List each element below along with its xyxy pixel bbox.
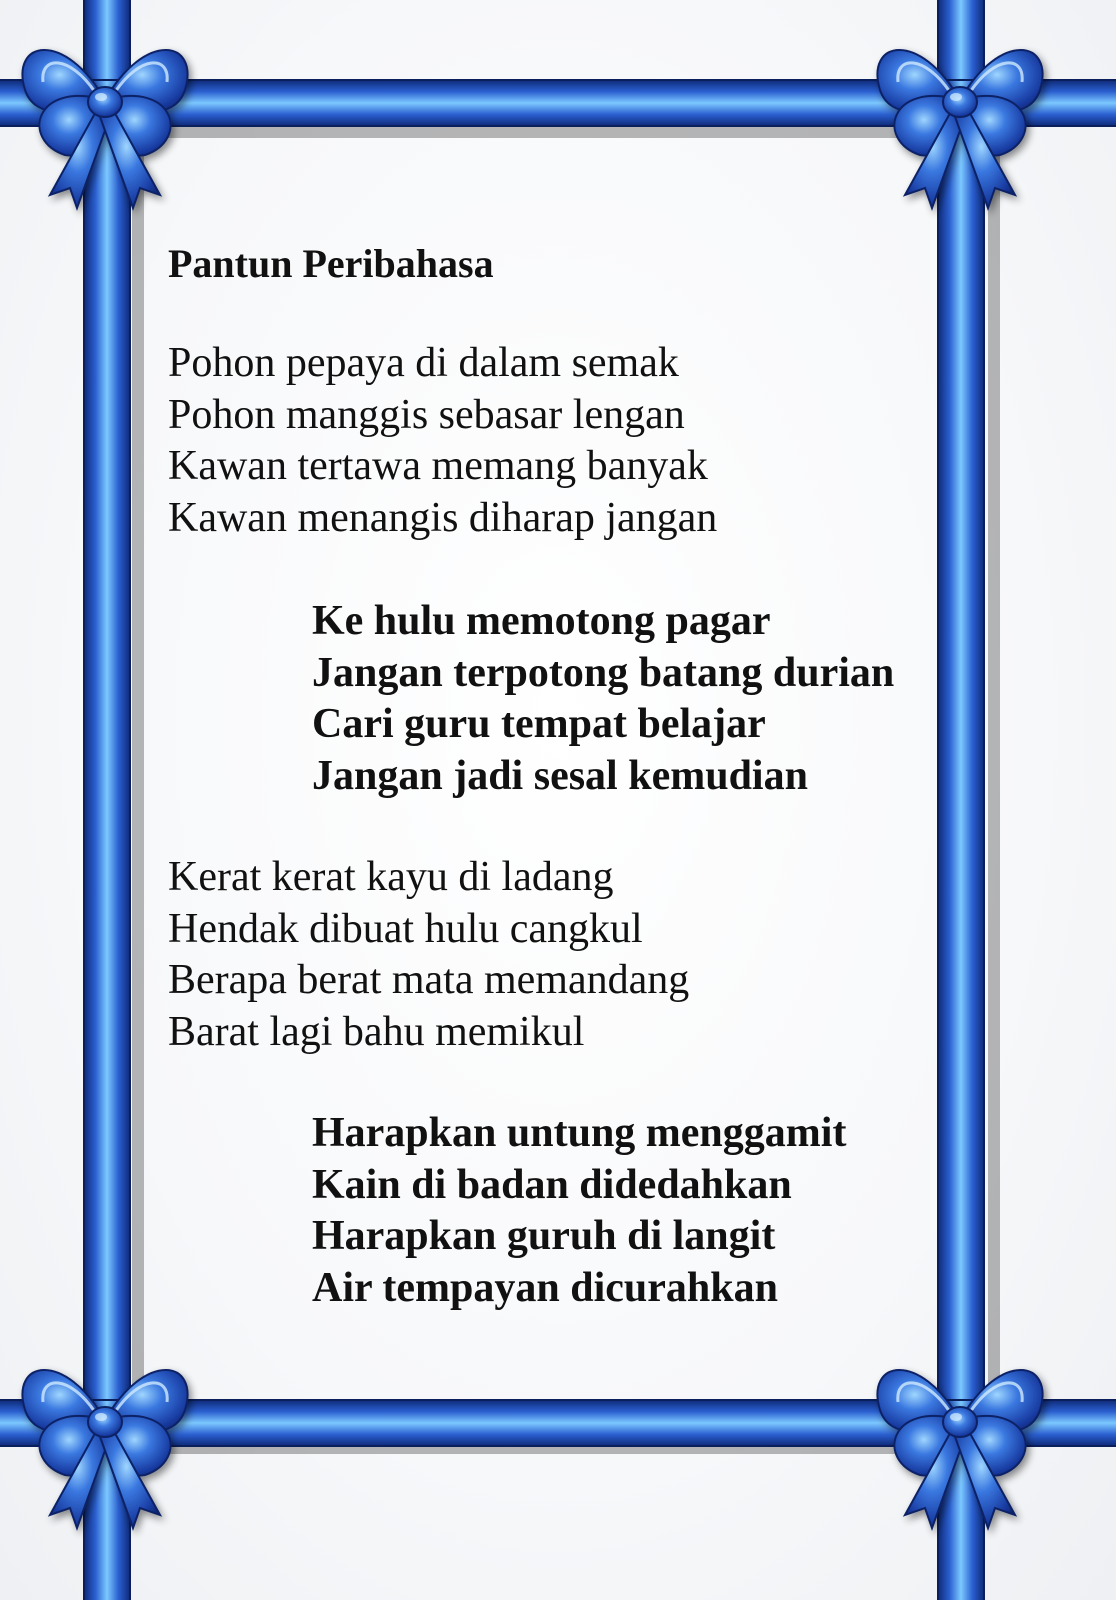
verse-line: Hendak dibuat hulu cangkul [168,905,643,952]
stanza-4 [168,1108,846,1314]
stanza-2 [168,596,894,802]
verse-line: Kain di badan didedahkan [312,1161,792,1208]
poem-text [168,238,948,1311]
verse-line: Harapkan untung menggamit [312,1110,847,1156]
verse-line: Kawan tertawa memang banyak [168,443,708,489]
verse-line: Pohon manggis sebasar lengan [168,391,685,438]
verse-line: Pohon pepaya di dalam semak [168,340,679,386]
verse-line: Air tempayan dicurahkan [312,1264,778,1311]
stanza-3 [168,852,689,1058]
verse-line: Berapa berat mata memandang [168,957,690,1003]
verse-line: Barat lagi bahu memikul [168,1008,585,1055]
verse-line: Kawan menangis diharap jangan [168,494,718,541]
verse-line: Jangan jadi sesal kemudian [312,752,808,799]
poem-title: Pantun Peribahasa [168,241,494,286]
stanza-1 [168,338,717,544]
verse-line: Ke hulu memotong pagar [312,598,771,644]
left-ribbon [84,0,130,1600]
verse-line: Harapkan guruh di langit [312,1213,776,1259]
verse-line: Cari guru tempat belajar [312,701,766,747]
verse-line: Kerat kerat kayu di ladang [168,854,614,900]
verse-line: Jangan terpotong batang durian [312,649,895,696]
